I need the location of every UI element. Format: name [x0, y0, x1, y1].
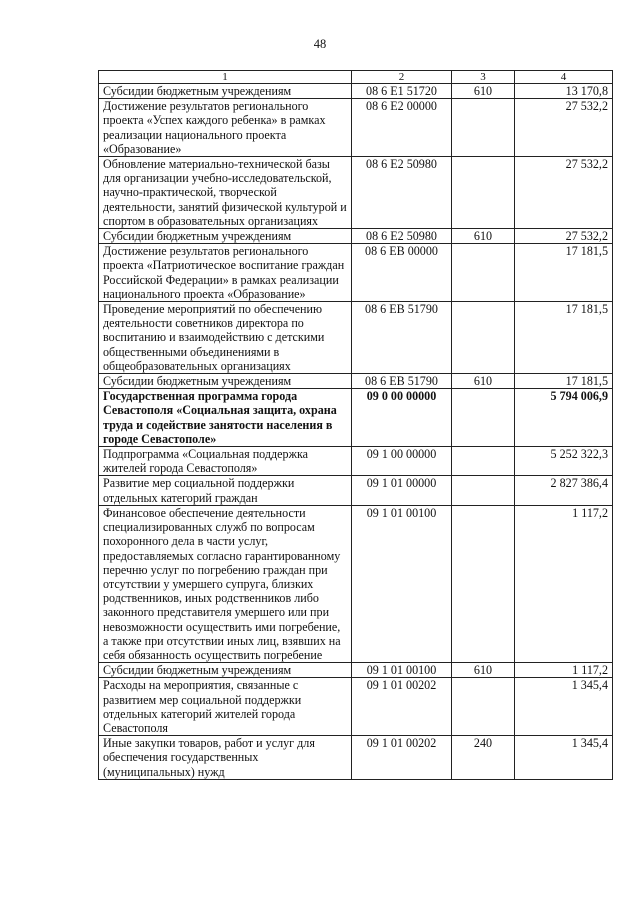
row-sum-cell: 1 117,2 [515, 505, 613, 662]
table-row [99, 157, 613, 229]
row-name-cell: Иные закупки товаров, работ и услуг для обеспечения государственных (муниципальных) нужд [99, 736, 352, 780]
row-kind-cell: 610 [452, 374, 515, 389]
row-sum-cell: 5 794 006,9 [515, 389, 613, 447]
row-sum-cell: 2 827 386,4 [515, 476, 613, 505]
row-name-cell: Финансовое обеспечение деятельности специализированных служб по вопросам похоронного дела в части услуг, предоставляемых согласно гарантированному перечню услуг по погребению граждан при отсутствии у умершего супруга, близких родственников, иных родственников либо законного представителя умершего или при невозможности осуществить ими погребение, а также при отсутствии иных лиц, взявших на себя обязанность осуществить погребение [99, 505, 352, 662]
row-code-cell: 09 1 01 00100 [352, 663, 452, 678]
row-kind-cell [452, 157, 515, 229]
row-code-cell: 09 1 01 00202 [352, 736, 452, 780]
table-row [99, 84, 613, 99]
row-kind-cell [452, 99, 515, 157]
row-name-cell: Обновление материально-технической базы для организации учебно-исследовательской, научно-практической, творческой деятельности, занятий физической культурой и спортом в образовательных организациях [99, 157, 352, 229]
table-row [99, 389, 613, 447]
row-sum-cell: 1 345,4 [515, 678, 613, 736]
row-code-cell: 08 6 Е2 50980 [352, 157, 452, 229]
page-number: 48 [313, 37, 327, 51]
row-sum-cell: 13 170,8 [515, 84, 613, 99]
table-row [99, 244, 613, 302]
row-name-cell: Субсидии бюджетным учреждениям [99, 374, 352, 389]
row-name-cell: Субсидии бюджетным учреждениям [99, 84, 352, 99]
header-col-1: 1 [99, 71, 352, 84]
table-row [99, 447, 613, 476]
row-name-cell: Субсидии бюджетным учреждениям [99, 229, 352, 244]
table-row [99, 678, 613, 736]
row-code-cell: 09 1 01 00202 [352, 678, 452, 736]
row-kind-cell: 610 [452, 229, 515, 244]
row-kind-cell [452, 302, 515, 374]
table-row [99, 374, 613, 389]
row-name-cell: Достижение результатов регионального проекта «Успех каждого ребенка» в рамках реализации национального проекта «Образование» [99, 99, 352, 157]
table-header-row [99, 71, 613, 84]
row-name-cell: Проведение мероприятий по обеспечению деятельности советников директора по воспитанию и взаимодействию с детскими общественными объединениями в общеобразовательных организациях [99, 302, 352, 374]
row-sum-cell: 27 532,2 [515, 99, 613, 157]
row-kind-cell: 240 [452, 736, 515, 780]
header-col-4: 4 [515, 71, 613, 84]
row-code-cell: 08 6 Е2 50980 [352, 229, 452, 244]
row-code-cell: 09 1 01 00100 [352, 505, 452, 662]
row-kind-cell [452, 678, 515, 736]
table-row [99, 663, 613, 678]
table-row [99, 229, 613, 244]
row-kind-cell [452, 505, 515, 662]
row-code-cell: 09 1 00 00000 [352, 447, 452, 476]
row-name-cell: Достижение результатов регионального проекта «Патриотическое воспитание граждан Российской Федерации» в рамках реализации национального проекта «Образование» [99, 244, 352, 302]
header-col-2: 2 [352, 71, 452, 84]
table-row [99, 99, 613, 157]
row-name-cell: Подпрограмма «Социальная поддержка жителей города Севастополя» [99, 447, 352, 476]
row-code-cell: 08 6 Е1 51720 [352, 84, 452, 99]
row-kind-cell [452, 389, 515, 447]
row-sum-cell: 5 252 322,3 [515, 447, 613, 476]
table-body [99, 84, 613, 780]
row-name-cell: Государственная программа города Севастополя «Социальная защита, охрана труда и содействие занятости населения в городе Севастополе» [99, 389, 352, 447]
row-sum-cell: 17 181,5 [515, 244, 613, 302]
row-code-cell: 09 1 01 00000 [352, 476, 452, 505]
row-kind-cell [452, 476, 515, 505]
header-col-3: 3 [452, 71, 515, 84]
row-kind-cell [452, 447, 515, 476]
row-code-cell: 09 0 00 00000 [352, 389, 452, 447]
row-sum-cell: 17 181,5 [515, 374, 613, 389]
budget-table [98, 70, 613, 780]
row-kind-cell [452, 244, 515, 302]
row-kind-cell: 610 [452, 663, 515, 678]
table-row [99, 302, 613, 374]
table-row [99, 505, 613, 662]
row-code-cell: 08 6 ЕВ 51790 [352, 302, 452, 374]
row-sum-cell: 27 532,2 [515, 157, 613, 229]
row-code-cell: 08 6 ЕВ 51790 [352, 374, 452, 389]
row-name-cell: Субсидии бюджетным учреждениям [99, 663, 352, 678]
row-kind-cell: 610 [452, 84, 515, 99]
row-code-cell: 08 6 ЕВ 00000 [352, 244, 452, 302]
row-name-cell: Расходы на мероприятия, связанные с развитием мер социальной поддержки отдельных категорий жителей города Севастополя [99, 678, 352, 736]
row-sum-cell: 17 181,5 [515, 302, 613, 374]
row-name-cell: Развитие мер социальной поддержки отдельных категорий граждан [99, 476, 352, 505]
row-sum-cell: 27 532,2 [515, 229, 613, 244]
table-row [99, 476, 613, 505]
row-sum-cell: 1 117,2 [515, 663, 613, 678]
row-code-cell: 08 6 Е2 00000 [352, 99, 452, 157]
row-sum-cell: 1 345,4 [515, 736, 613, 780]
table-row [99, 736, 613, 780]
